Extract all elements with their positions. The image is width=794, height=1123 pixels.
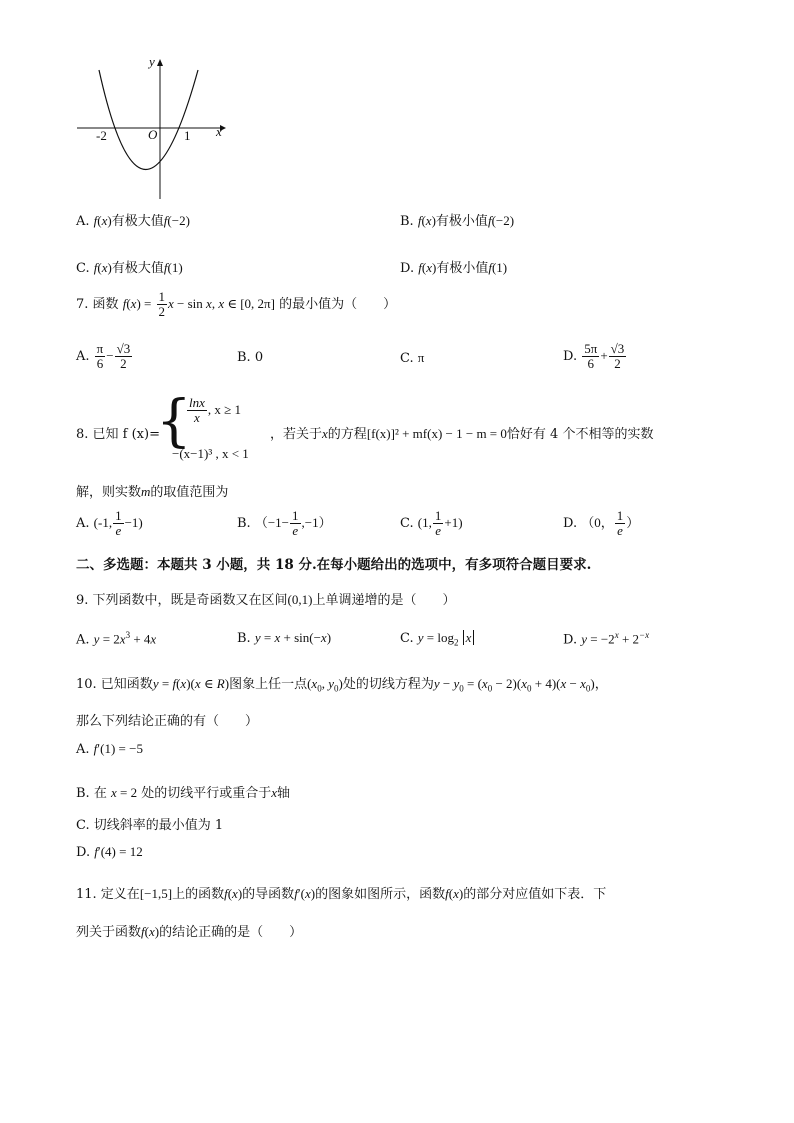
q11-stem-line2: 列关于函数f(x)的结论正确的是（ ）: [76, 924, 303, 940]
q9-option-d[interactable]: D. $y = -2^x + 2^{-x}$: [563, 630, 650, 648]
q8-stem-prefix: 8. 已知 f (x)=: [76, 427, 160, 442]
q6-option-a[interactable]: A. f(x)有极大值f(−2): [76, 213, 190, 229]
option-text: 有极小值: [435, 214, 488, 229]
graph-origin-label: O: [148, 127, 158, 142]
graph-tick-neg2: -2: [96, 128, 107, 143]
q6-option-c[interactable]: C. f(x)有极大值f(1): [76, 260, 183, 276]
option-text: 有极小值: [436, 261, 489, 276]
q8-piece-1: $\frac{\ln x}{x}$ , x ≥ 1: [189, 395, 242, 425]
q8-option-b[interactable]: B. （−1− $\frac{1}{e}$ ,−1）: [237, 508, 332, 538]
y-axis-arrow: [157, 59, 163, 66]
option-letter: C.: [76, 261, 90, 276]
q7-option-a[interactable]: A. $\frac{\pi}{6}$ − $\frac{√3}{2}$: [76, 341, 131, 371]
q9-option-c[interactable]: C. $y = \log_2 x$: [400, 630, 474, 648]
q8-piece-2: −(x−1)³ , x < 1: [172, 446, 249, 461]
graph-y-label: y: [149, 54, 155, 69]
q7-stem: 7. 函数 f(x) = $\frac{1}{2}$ x − sin x, x ∈ [0, 2π] 的最小值为（ ）: [76, 289, 397, 319]
q9-stem: 9. 下列函数中，既是奇函数又在区间(0,1)上单调递增的是（ ）: [76, 592, 456, 608]
option-letter: B.: [400, 214, 414, 229]
option-value: (1): [491, 260, 508, 275]
section-2-title: 二、多选题：本题共 3 小题，共 18 分.在每小题给出的选项中，有多项符合题目要求.: [76, 557, 592, 573]
q6-option-b[interactable]: B. f(x)有极小值f(−2): [400, 213, 515, 229]
parabola-curve: [99, 70, 198, 170]
q10-option-c[interactable]: C. 切线斜率的最小值为 1: [76, 818, 224, 833]
q11-stem: 11. 定义在[−1,5]上的函数f(x)的导函数f′(x)的图象如图所示，函数f(x)的部分对应值如下表．下: [76, 886, 607, 902]
q8-brace: {: [156, 389, 192, 454]
option-letter: D.: [400, 261, 415, 276]
graph-tick-1: 1: [184, 128, 191, 143]
q10-option-a[interactable]: A. f′(1) = −5: [76, 741, 143, 757]
q8-stem-main: ，若关于x的方程[f(x)]² + mf(x) − 1 − m = 0恰好有 4 个不相等的实数: [270, 426, 654, 442]
q10-stem-line2: 那么下列结论正确的有（ ）: [76, 714, 259, 729]
q7-option-d[interactable]: D. $\frac{5\pi}{6}$ + $\frac{√3}{2}$: [563, 341, 625, 371]
option-letter: A.: [76, 214, 90, 229]
option-value: (−2): [491, 213, 515, 228]
q8-stem-line2: 解，则实数m的取值范围为: [76, 484, 229, 500]
option-value: (1): [167, 260, 183, 275]
q8-option-a[interactable]: A. (-1, $\frac{1}{e}$ −1): [76, 508, 143, 538]
q9-option-b[interactable]: B. y = x + sin(−x): [237, 630, 332, 646]
q7-option-c[interactable]: C. π: [400, 350, 425, 366]
q10-option-b[interactable]: B. 在 x = 2 处的切线平行或重合于x轴: [76, 785, 291, 801]
q8-option-c[interactable]: C. (1, $\frac{1}{e}$ +1): [400, 508, 463, 538]
option-text: 有极大值: [111, 261, 164, 276]
option-value: (−2): [167, 213, 190, 228]
graph-x-label: x: [216, 124, 222, 139]
q6-option-d[interactable]: D. f(x)有极小值f(1): [400, 260, 508, 276]
q7-option-b[interactable]: B. 0: [237, 350, 264, 365]
q10-option-d[interactable]: D. f′(4) = 12: [76, 844, 143, 860]
q9-option-a[interactable]: A. $y = 2x^3 + 4x$: [76, 630, 157, 648]
q10-stem: 10. 已知函数y = f(x)(x ∈ R)图象上任一点($x_0$, $y_0$)处的切线方程为$y - y_0 = (x_0 - 2)(x_0 + 4)(x - x_0)$，: [76, 676, 608, 694]
option-text: 有极大值: [111, 214, 164, 229]
q8-option-d[interactable]: D. （0， $\frac{1}{e}$ ）: [563, 508, 640, 538]
